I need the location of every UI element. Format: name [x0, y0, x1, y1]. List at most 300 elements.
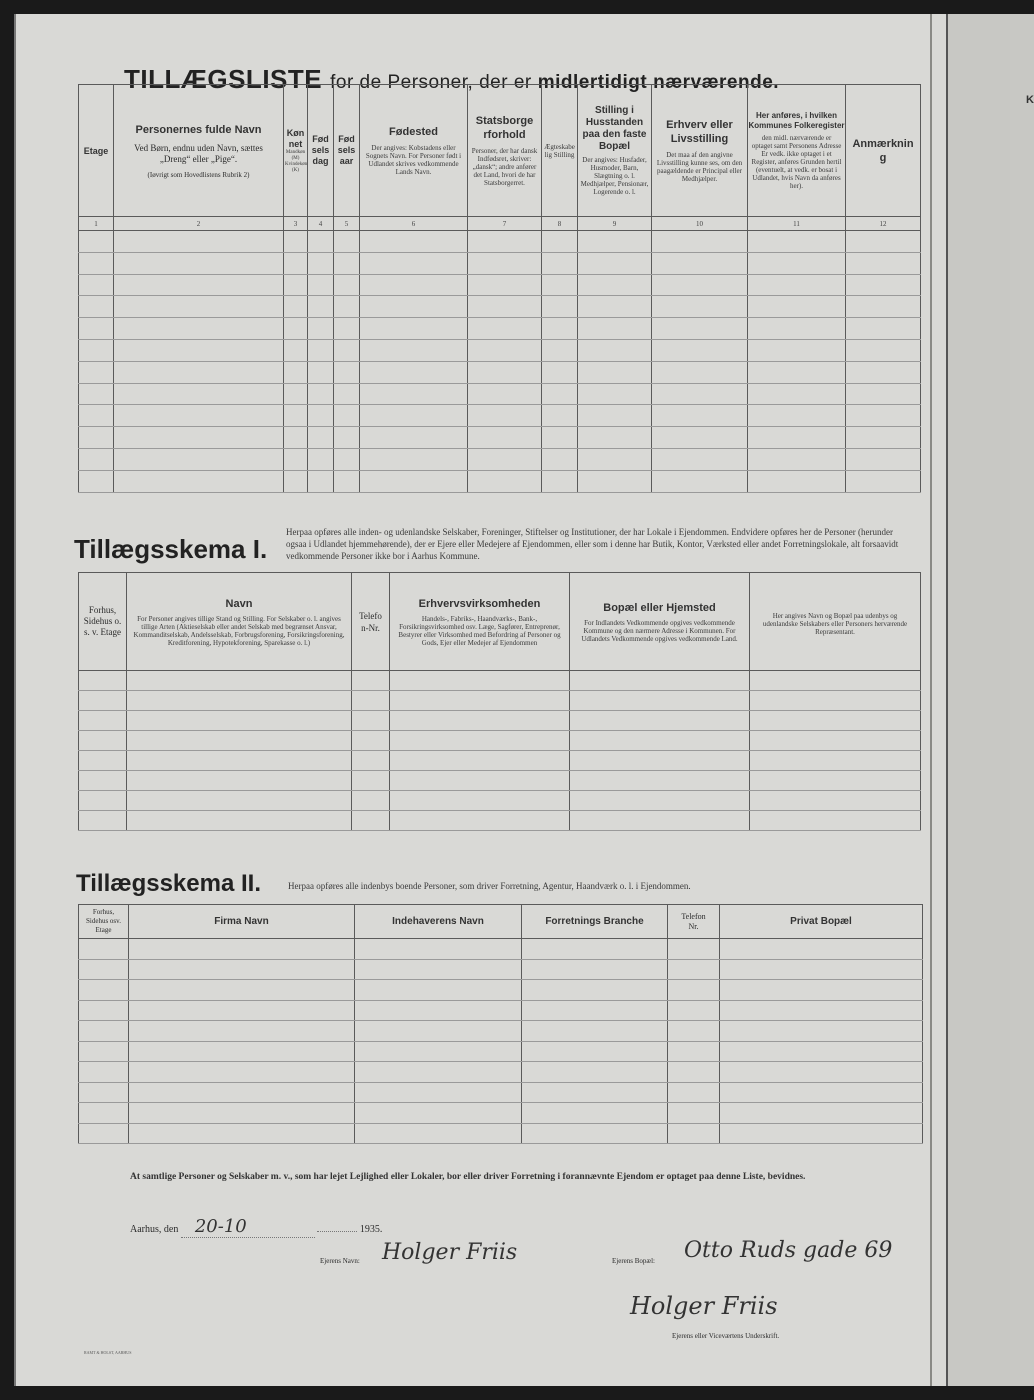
owner-address-value: Otto Ruds gade 69 — [684, 1238, 893, 1263]
table-cell — [652, 405, 748, 427]
col-number: 7 — [468, 217, 542, 231]
table-cell — [750, 711, 921, 731]
table-cell — [284, 383, 308, 405]
table-cell — [79, 939, 129, 960]
table-cell — [129, 1021, 355, 1042]
table-cell — [360, 427, 468, 449]
table-cell — [750, 791, 921, 811]
table-cell — [542, 252, 578, 274]
table-cell — [360, 318, 468, 340]
table-cell — [360, 383, 468, 405]
col-header: Navn For Personer angives tillige Stand og Stilling. For Selskaber o. l. angives tillige Arten (Aktieselskab eller andet Selskab med begrænset Ansvar, Kommanditselskab, Andelsselskab, Forbrugsforening, Forsikringsforening, Kreditforening, Hypotekforening, Sparekasse o. l.) — [127, 573, 352, 671]
table-cell — [542, 470, 578, 492]
owner-signature: Holger Friis — [630, 1292, 778, 1320]
table-cell — [846, 296, 921, 318]
table-cell — [129, 1000, 355, 1021]
col-header: Ægteskabelig Stilling — [542, 85, 578, 217]
col-header: Bopæl eller Hjemsted For Indlandets Vedkommende opgives vedkommende Kommune og den nærmere Adresse i Kommunen. For Udlandets Vedkommende opgives vedkommende Land. — [570, 573, 750, 671]
table-cell — [748, 427, 846, 449]
table-cell — [79, 1103, 129, 1124]
table-cell — [79, 731, 127, 751]
col-number: 9 — [578, 217, 652, 231]
table-row — [79, 691, 921, 711]
table-cell — [542, 274, 578, 296]
table-cell — [748, 296, 846, 318]
col-header: Kønnet Mandkøn (M) Kvindekøn (K) — [284, 85, 308, 217]
table-row — [79, 448, 921, 470]
skema1-header-row — [79, 573, 921, 671]
table-cell — [114, 274, 284, 296]
table-cell — [720, 1062, 923, 1083]
table-cell — [468, 339, 542, 361]
table-cell — [750, 771, 921, 791]
city-label: Aarhus, den — [130, 1224, 179, 1235]
table-cell — [360, 296, 468, 318]
table-cell — [390, 671, 570, 691]
table-cell — [542, 405, 578, 427]
main-list-header-row — [79, 85, 921, 217]
year-label: 1935. — [359, 1224, 383, 1235]
table-cell — [79, 427, 114, 449]
table-cell — [355, 939, 522, 960]
table-cell — [668, 959, 720, 980]
table-cell — [578, 361, 652, 383]
table-cell — [570, 711, 750, 731]
col-header: Indehaverens Navn — [355, 905, 522, 939]
table-cell — [652, 318, 748, 340]
table-row — [79, 811, 921, 831]
table-cell — [652, 252, 748, 274]
table-cell — [308, 470, 334, 492]
table-cell — [352, 691, 390, 711]
col-header: Forhus, Sidehus o. s. v. Etage — [79, 573, 127, 671]
table-cell — [308, 448, 334, 470]
table-cell — [468, 252, 542, 274]
table-cell — [578, 274, 652, 296]
table-cell — [334, 296, 360, 318]
table-cell — [79, 339, 114, 361]
table-cell — [748, 448, 846, 470]
table-cell — [668, 939, 720, 960]
table-cell — [284, 405, 308, 427]
table-cell — [468, 470, 542, 492]
table-cell — [720, 1082, 923, 1103]
table-cell — [748, 318, 846, 340]
skema2-header-row — [79, 905, 923, 939]
table-cell — [129, 1062, 355, 1083]
table-cell — [360, 339, 468, 361]
table-cell — [652, 470, 748, 492]
table-cell — [284, 231, 308, 253]
table-cell — [129, 959, 355, 980]
table-row — [79, 427, 921, 449]
table-cell — [522, 1082, 668, 1103]
table-cell — [114, 405, 284, 427]
table-cell — [79, 448, 114, 470]
table-cell — [352, 731, 390, 751]
table-cell — [542, 427, 578, 449]
table-cell — [846, 361, 921, 383]
table-row — [79, 791, 921, 811]
table-cell — [846, 274, 921, 296]
date-line — [130, 1216, 382, 1238]
table-row — [79, 1123, 923, 1144]
table-row — [79, 1041, 923, 1062]
table-cell — [308, 427, 334, 449]
table-cell — [522, 1041, 668, 1062]
table-cell — [79, 231, 114, 253]
table-cell — [352, 671, 390, 691]
table-cell — [360, 470, 468, 492]
table-cell — [846, 383, 921, 405]
table-cell — [79, 711, 127, 731]
table-row — [79, 1062, 923, 1083]
table-cell — [750, 751, 921, 771]
table-cell — [284, 427, 308, 449]
table-cell — [578, 448, 652, 470]
table-cell — [748, 252, 846, 274]
table-cell — [79, 671, 127, 691]
table-cell — [284, 339, 308, 361]
table-cell — [578, 405, 652, 427]
table-cell — [570, 731, 750, 751]
table-row — [79, 731, 921, 751]
col-header: Erhverv eller Livsstilling Det maa af den angivne Livsstilling kunne ses, om den paagældende er Principal eller Medhjælper. — [652, 85, 748, 217]
table-cell — [129, 1082, 355, 1103]
table-cell — [79, 361, 114, 383]
skema1-body — [79, 671, 921, 831]
table-cell — [748, 405, 846, 427]
table-cell — [390, 731, 570, 751]
table-cell — [334, 383, 360, 405]
table-cell — [352, 771, 390, 791]
table-cell — [360, 361, 468, 383]
col-number: 4 — [308, 217, 334, 231]
table-cell — [720, 1021, 923, 1042]
table-cell — [79, 811, 127, 831]
table-cell — [748, 470, 846, 492]
table-cell — [114, 427, 284, 449]
table-cell — [668, 1062, 720, 1083]
table-cell — [79, 691, 127, 711]
table-cell — [308, 405, 334, 427]
table-cell — [578, 318, 652, 340]
table-cell — [468, 231, 542, 253]
table-cell — [79, 1062, 129, 1083]
table-cell — [748, 231, 846, 253]
table-cell — [668, 1000, 720, 1021]
table-cell — [846, 427, 921, 449]
col-number: 8 — [542, 217, 578, 231]
table-cell — [578, 383, 652, 405]
table-row — [79, 1021, 923, 1042]
table-cell — [652, 427, 748, 449]
table-cell — [352, 711, 390, 731]
table-cell — [79, 1041, 129, 1062]
col-header: Forretnings Branche — [522, 905, 668, 939]
col-header: Telefon Nr. — [668, 905, 720, 939]
table-cell — [720, 980, 923, 1001]
table-row — [79, 751, 921, 771]
skema2-title: Tillægsskema II. — [76, 870, 261, 897]
table-cell — [542, 361, 578, 383]
table-cell — [468, 405, 542, 427]
table-row — [79, 671, 921, 691]
table-cell — [114, 383, 284, 405]
table-cell — [522, 1021, 668, 1042]
table-cell — [127, 671, 352, 691]
table-cell — [355, 980, 522, 1001]
table-cell — [570, 771, 750, 791]
table-cell — [127, 751, 352, 771]
table-cell — [334, 470, 360, 492]
table-cell — [846, 470, 921, 492]
table-cell — [308, 361, 334, 383]
table-row — [79, 980, 923, 1001]
owner-name-value: Holger Friis — [382, 1240, 518, 1265]
table-cell — [542, 448, 578, 470]
table-cell — [127, 731, 352, 751]
table-cell — [355, 1082, 522, 1103]
table-row — [79, 939, 923, 960]
table-cell — [390, 711, 570, 731]
table-cell — [652, 383, 748, 405]
table-cell — [570, 671, 750, 691]
table-cell — [542, 296, 578, 318]
table-row — [79, 405, 921, 427]
col-header: Forhus, Sidehus osv. Etage — [79, 905, 129, 939]
table-cell — [748, 361, 846, 383]
table-row — [79, 361, 921, 383]
table-cell — [522, 1123, 668, 1144]
table-cell — [846, 231, 921, 253]
table-cell — [352, 751, 390, 771]
adjacent-page-letter: K — [1026, 94, 1034, 106]
table-cell — [750, 691, 921, 711]
col-header: Fødselsaar — [334, 85, 360, 217]
signature-caption: Ejerens eller Viceværtens Underskrift. — [672, 1332, 780, 1340]
table-cell — [390, 771, 570, 791]
table-cell — [79, 1021, 129, 1042]
table-cell — [114, 448, 284, 470]
table-cell — [750, 671, 921, 691]
table-cell — [334, 274, 360, 296]
table-cell — [79, 791, 127, 811]
table-cell — [468, 361, 542, 383]
table-row — [79, 959, 923, 980]
table-cell — [129, 1103, 355, 1124]
table-cell — [284, 296, 308, 318]
table-cell — [668, 1041, 720, 1062]
col-header: Telefon-Nr. — [352, 573, 390, 671]
table-cell — [352, 791, 390, 811]
table-cell — [652, 361, 748, 383]
table-cell — [79, 252, 114, 274]
col-header: Erhvervsvirksomheden Handels-, Fabriks-, Haandværks-, Bank-, Forsikringsvirksomhed osv. Læge, Sagfører, Entreprenør, Bestyrer eller Virksomhed med Befordring af Personer og Gods, Ejer eller Medejer af Ejendommen — [390, 573, 570, 671]
date-value: 20-10 — [181, 1216, 315, 1238]
table-cell — [578, 339, 652, 361]
table-row — [79, 296, 921, 318]
table-cell — [578, 231, 652, 253]
page-edge-line — [930, 14, 932, 1386]
table-cell — [846, 405, 921, 427]
table-cell — [79, 274, 114, 296]
table-row — [79, 711, 921, 731]
table-cell — [578, 252, 652, 274]
table-cell — [334, 231, 360, 253]
table-cell — [668, 1021, 720, 1042]
table-cell — [668, 1103, 720, 1124]
table-cell — [750, 811, 921, 831]
col-number: 12 — [846, 217, 921, 231]
table-cell — [846, 252, 921, 274]
table-cell — [360, 231, 468, 253]
main-list-body — [79, 231, 921, 493]
col-number: 6 — [360, 217, 468, 231]
table-cell — [284, 318, 308, 340]
table-cell — [129, 1041, 355, 1062]
table-cell — [127, 771, 352, 791]
table-cell — [360, 274, 468, 296]
col-header: Stilling i Husstanden paa den faste Bopæl Der angives: Husfader, Husmoder, Barn, Slægtning o. l. Medhjælper, Pensionær, Logerende o. l. — [578, 85, 652, 217]
table-cell — [284, 448, 308, 470]
skema1-table — [78, 572, 921, 831]
table-cell — [468, 274, 542, 296]
table-cell — [522, 1000, 668, 1021]
skema2-body — [79, 939, 923, 1144]
table-cell — [652, 231, 748, 253]
table-cell — [79, 1000, 129, 1021]
table-cell — [308, 318, 334, 340]
table-cell — [542, 318, 578, 340]
table-cell — [652, 448, 748, 470]
table-cell — [334, 318, 360, 340]
table-cell — [748, 383, 846, 405]
table-cell — [570, 691, 750, 711]
table-cell — [129, 1123, 355, 1144]
col-header: Anmærkning — [846, 85, 921, 217]
col-header: Her angives Navn og Bopæl paa udenbys og udenlandske Selskabers eller Personers herværende Repræsentant. — [750, 573, 921, 671]
table-cell — [668, 1123, 720, 1144]
table-cell — [468, 383, 542, 405]
table-cell — [720, 1103, 923, 1124]
table-cell — [334, 252, 360, 274]
printer-mark: RAMT & HOLST, AARHUS — [84, 1350, 132, 1355]
table-cell — [355, 959, 522, 980]
col-number: 10 — [652, 217, 748, 231]
col-header: Fødested Der angives: Kobstadens eller Sognets Navn. For Personer født i Udlandet skrives vedkommende Lands Navn. — [360, 85, 468, 217]
table-cell — [570, 811, 750, 831]
col-header: Firma Navn — [129, 905, 355, 939]
table-cell — [127, 711, 352, 731]
table-cell — [355, 1062, 522, 1083]
table-cell — [720, 1041, 923, 1062]
table-cell — [750, 731, 921, 751]
table-row — [79, 318, 921, 340]
table-cell — [114, 252, 284, 274]
owner-address-label: Ejerens Bopæl: — [612, 1257, 655, 1265]
table-cell — [578, 427, 652, 449]
table-row — [79, 252, 921, 274]
table-row — [79, 383, 921, 405]
table-cell — [114, 296, 284, 318]
table-cell — [334, 448, 360, 470]
table-cell — [668, 980, 720, 1001]
table-cell — [127, 791, 352, 811]
main-list-title: TILLÆGSLISTE for de Personer, der er midlertidigt nærværende. — [124, 64, 780, 94]
column-number-row — [79, 217, 921, 231]
table-row — [79, 231, 921, 253]
table-cell — [668, 1082, 720, 1103]
table-cell — [522, 1103, 668, 1124]
table-row — [79, 470, 921, 492]
table-cell — [846, 318, 921, 340]
table-cell — [468, 318, 542, 340]
table-cell — [284, 252, 308, 274]
table-cell — [522, 1062, 668, 1083]
table-row — [79, 274, 921, 296]
col-header: Personernes fulde Navn Ved Børn, endnu uden Navn, sættes „Dreng“ eller „Pige“. (Iøvrigt som Hovedlistens Rubrik 2) — [114, 85, 284, 217]
table-cell — [79, 318, 114, 340]
table-cell — [468, 448, 542, 470]
table-cell — [114, 231, 284, 253]
table-cell — [652, 296, 748, 318]
table-cell — [542, 339, 578, 361]
table-cell — [468, 427, 542, 449]
date-filler — [317, 1231, 357, 1232]
table-cell — [129, 980, 355, 1001]
table-cell — [114, 339, 284, 361]
table-cell — [360, 252, 468, 274]
table-row — [79, 1000, 923, 1021]
table-cell — [79, 470, 114, 492]
table-cell — [748, 339, 846, 361]
col-header: Her anføres, i hvilken Kommunes Folkeregister den midl. nærværende er optaget samt Personens Adresse Er vedk. ikke optaget i et Register, anføres Grunden hertil (eventuelt, at vedk. er bosat i Udlandet, hvis Navn da anføres her). — [748, 85, 846, 217]
table-cell — [578, 470, 652, 492]
table-cell — [578, 296, 652, 318]
table-cell — [284, 274, 308, 296]
table-cell — [334, 339, 360, 361]
skema2-description: Herpaa opføres alle indenbys boende Personer, som driver Forretning, Agentur, Haandværk o. l. i Ejendommen. — [288, 881, 691, 891]
col-header: Privat Bopæl — [720, 905, 923, 939]
table-cell — [284, 361, 308, 383]
table-cell — [846, 448, 921, 470]
table-cell — [570, 751, 750, 771]
table-cell — [129, 939, 355, 960]
table-cell — [542, 231, 578, 253]
table-cell — [390, 691, 570, 711]
table-cell — [570, 791, 750, 811]
table-cell — [468, 296, 542, 318]
table-cell — [355, 1000, 522, 1021]
owner-name-label: Ejerens Navn: — [320, 1257, 360, 1265]
table-row — [79, 1103, 923, 1124]
table-cell — [308, 231, 334, 253]
col-header: Etage — [79, 85, 114, 217]
table-cell — [720, 939, 923, 960]
col-number: 11 — [748, 217, 846, 231]
col-number: 2 — [114, 217, 284, 231]
skema1-description: Herpaa opføres alle inden- og udenlandske Selskaber, Foreninger, Stiftelser og Institutioner, der har Lokale i Ejendommen. Endvidere opføres her de Personer (herunder ogsaa i Udlandet hjemmehørende), der er Ejere eller Medejere af Ejendommen, eller som i denne har Butik, Kontor, Værksted eller andet Forretningslokale, alt forsaavidt vedkommende Personer ikke bor i Aarhus Kommune. — [286, 527, 899, 561]
table-cell — [284, 470, 308, 492]
table-cell — [522, 939, 668, 960]
table-row — [79, 339, 921, 361]
table-cell — [79, 771, 127, 791]
table-cell — [652, 274, 748, 296]
table-cell — [720, 959, 923, 980]
table-cell — [79, 959, 129, 980]
table-cell — [360, 405, 468, 427]
